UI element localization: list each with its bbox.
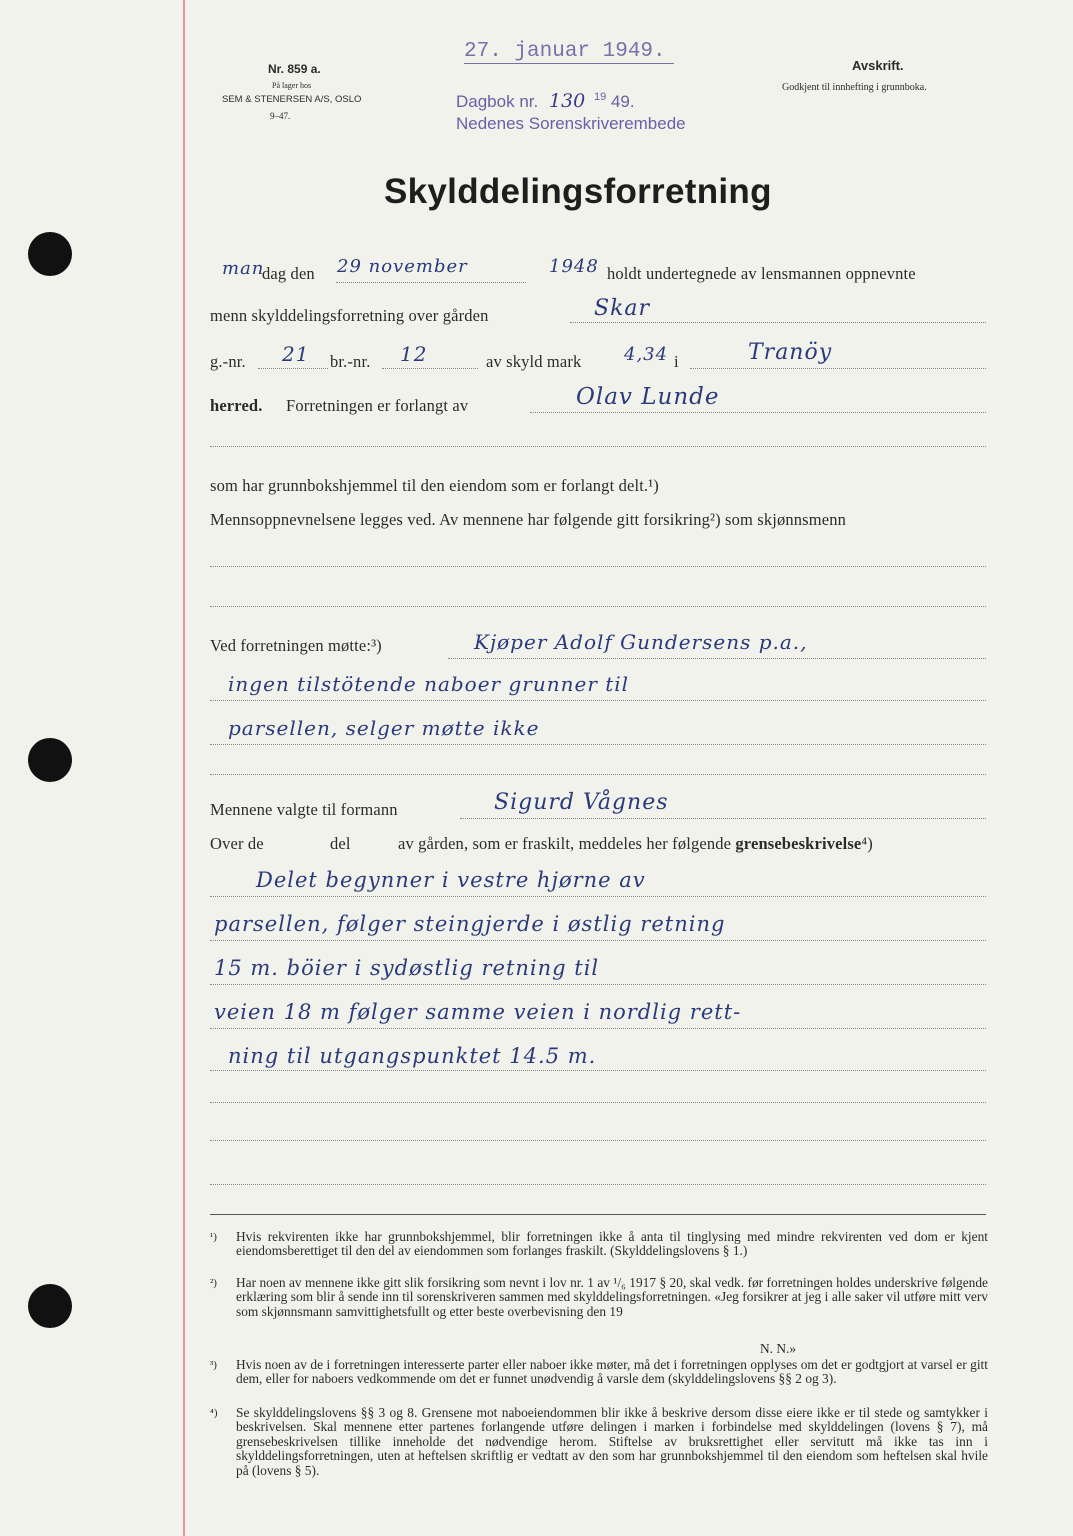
- skyld-label: av skyld mark: [486, 352, 582, 371]
- dotted-line: [570, 322, 986, 323]
- footnote-mark: ²): [210, 1277, 217, 1289]
- form-line1-post: holdt undertegnede av lensmannen oppnevnte: [607, 264, 916, 283]
- form-line2: menn skylddelingsforretning over gården: [210, 306, 489, 325]
- hw-grense-line4: veien 18 m følger samme veien i nordlig rett-: [214, 1000, 742, 1024]
- printer-line: På lager hos: [272, 81, 312, 90]
- footnote-nn: N. N.»: [760, 1341, 797, 1356]
- dotted-line: [210, 1140, 986, 1141]
- hw-motte-line1: Kjøper Adolf Gundersens p.a.,: [474, 630, 808, 654]
- footnote-mark: ¹): [210, 1231, 217, 1243]
- dotted-line: [210, 1102, 986, 1103]
- dotted-line: [210, 940, 986, 941]
- gaarden-text-main: av gården, som er fraskilt, meddeles her følgende: [398, 834, 732, 853]
- punch-hole: [28, 232, 72, 276]
- dotted-line: [210, 446, 986, 447]
- document-title: Skylddelingsforretning: [384, 172, 772, 211]
- office-stamp: Nedenes Sorenskriverembede: [456, 114, 686, 133]
- dotted-line: [210, 984, 986, 985]
- dotted-line: [210, 1028, 986, 1029]
- over-de-label: Over de: [210, 834, 264, 853]
- forlangt-label: Forretningen er forlangt av: [286, 396, 469, 415]
- form-number: Nr. 859 a.: [268, 62, 321, 76]
- grense-sup: ⁴): [861, 834, 873, 853]
- footnote-separator: [210, 1214, 986, 1215]
- printer-line: SEM & STENERSEN A/S, OSLO: [222, 94, 362, 105]
- footnote-2: Har noen av mennene ikke gitt slik forsikring som nevnt i lov nr. 1 av ¹/₆ 1917 § 20, skal vedk. før forretningen holdes underskrive følgende erklæring som blir å sende inn til sorenskriveren sammen med skylddelingsforretningen. «Jeg forsikrer at jeg i alle saker vil utføre mitt verv som skjønnsmann samvittighetsfullt og etter beste overbevisning den 19: [236, 1275, 988, 1319]
- hw-motte-line3: parsellen, selger møtte ikke: [228, 716, 540, 740]
- hw-farm: Skar: [594, 296, 651, 321]
- form-line1-pre: dag den: [262, 264, 315, 283]
- dotted-line: [210, 896, 986, 897]
- hw-grense-line2: parsellen, følger steingjerde i østlig retning: [214, 912, 726, 936]
- grunnbok-line: som har grunnbokshjemmel til den eiendom som er forlangt delt.¹): [210, 476, 659, 495]
- hw-motte-line2: ingen tilstötende naboer grunner til: [228, 672, 630, 696]
- dotted-line: [210, 1184, 986, 1185]
- dotted-line: [210, 1070, 986, 1071]
- dagbok-number: 130: [548, 90, 586, 112]
- dotted-line: [460, 818, 986, 819]
- footnote-1: Hvis rekvirenten ikke har grunnbokshjemmel, blir forretningen ikke å anta til tinglysing med mindre rekvirenten ved dom er kjent eiendomsberettiget til den del av eiendommen som forlanges fraskilt. (Skylddelingslovens § 1.): [236, 1229, 988, 1259]
- dagbok-stamp: [456, 90, 635, 112]
- dagbok-year-prefix: 19: [593, 91, 607, 104]
- dotted-line: [336, 282, 526, 283]
- dotted-line: [258, 368, 328, 369]
- footnote-3: Hvis noen av de i forretningen interesserte parter eller naboer ikke møter, må det i forretningen opplyses om det er godtgjort at varsel er gitt dem, eller for naboers vedkommende om det er funnet unødvendig å varsle dem (skylddelingslovens §§ 2 og 3).: [236, 1357, 988, 1387]
- dotted-line: [690, 368, 986, 369]
- motte-label: Ved forretningen møtte:³): [210, 636, 382, 655]
- hw-formann: Sigurd Vågnes: [494, 790, 669, 815]
- footnotes: [0, 1230, 1073, 1520]
- hw-herred: Tranöy: [748, 340, 833, 365]
- hw-brnr: 12: [400, 342, 428, 366]
- dagbok-year: 49.: [610, 92, 635, 111]
- footnote-mark: ³): [210, 1359, 217, 1371]
- footnote-4: Se skylddelingslovens §§ 3 og 8. Grensene mot naboeiendommen blir ikke å beskrive dersom disse eiere ikke er til stede og samtykker i beskrivelsen. Skal mennene etter partenes forlangende utføre delingen i marken i forbindelse med skylddelingen (lovens § 7), må grensebeskrivelsen tillike inneholde det nødvendige herom. Stiftelse av bruksrettighet eller servitutt må ikke tas inn i skylddelingsforretningen, uten at heftelsen skriftlig er vedtatt av den som har grunnbokshjemmel til den eiendom som heftelsen skal hvile på (lovens § 5).: [236, 1405, 988, 1478]
- hw-requester: Olav Lunde: [576, 384, 720, 410]
- mennsopp-line: Mennsoppnevnelsene legges ved. Av mennene har følgende gitt forsikring²) som skjønnsmenn: [210, 510, 847, 529]
- dotted-line: [448, 658, 986, 659]
- printer-line: 9–47.: [270, 111, 291, 121]
- avskrift-note: Godkjent til innhefting i grunnboka.: [782, 82, 927, 93]
- dotted-line: [530, 412, 986, 413]
- dotted-line: [382, 368, 478, 369]
- hw-grense-line5: ning til utgangspunktet 14.5 m.: [228, 1044, 597, 1068]
- del-label: del: [330, 834, 351, 853]
- herred-label: herred.: [210, 396, 263, 415]
- footnote-mark: ⁴): [210, 1407, 218, 1419]
- avskrift-label: Avskrift.: [852, 58, 904, 73]
- hw-date: 29 november: [337, 256, 468, 277]
- brnr-label: br.-nr.: [330, 352, 371, 371]
- gaarden-text: [398, 834, 873, 854]
- dagbok-label: Dagbok nr.: [456, 92, 539, 111]
- dotted-line: [210, 566, 986, 567]
- i-label: i: [674, 352, 679, 371]
- grense-bold: grensebeskrivelse: [735, 834, 862, 853]
- formann-label: Mennene valgte til formann: [210, 800, 398, 819]
- stamp-date: 27. januar 1949.: [464, 40, 666, 63]
- hw-grense-line3: 15 m. böier i sydøstlig retning til: [214, 956, 600, 980]
- hw-gnr: 21: [282, 342, 310, 366]
- hw-grense-line1: Delet begynner i vestre hjørne av: [256, 868, 646, 892]
- hw-weekday: man: [222, 258, 265, 279]
- dotted-line: [210, 744, 986, 745]
- dotted-line: [210, 700, 986, 701]
- hw-skyld: 4,34: [624, 344, 669, 365]
- dotted-line: [210, 606, 986, 607]
- stamp-underline: [464, 63, 674, 64]
- hw-year: 1948: [549, 256, 599, 277]
- dotted-line: [210, 774, 986, 775]
- gnr-label: g.-nr.: [210, 352, 246, 371]
- punch-hole: [28, 738, 72, 782]
